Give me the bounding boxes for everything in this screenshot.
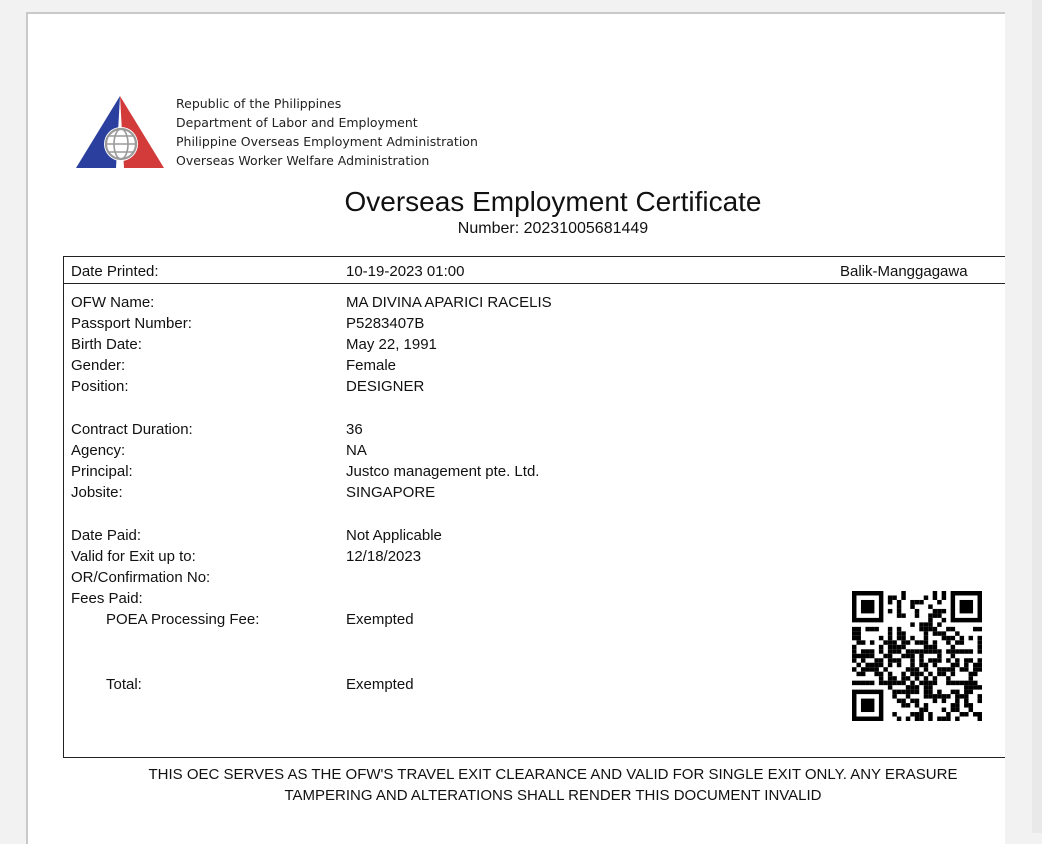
poea-logo-icon xyxy=(76,96,164,168)
agency-header xyxy=(176,94,478,170)
field-value: DESIGNER xyxy=(346,378,425,395)
number-value: 20231005681449 xyxy=(523,220,649,237)
field-label: Agency: xyxy=(71,442,126,459)
scrollbar[interactable] xyxy=(1032,0,1042,833)
field-value: Justco management pte. Ltd. xyxy=(346,463,540,480)
field-value: Not Applicable xyxy=(346,527,442,544)
field-label: Birth Date: xyxy=(71,336,142,353)
agency-line: Republic of the Philippines xyxy=(176,96,342,111)
field-value: SINGAPORE xyxy=(346,484,436,501)
field-label: Fees Paid: xyxy=(71,590,143,607)
field-label: Position: xyxy=(71,378,129,395)
worker-category: Balik-Manggagawa xyxy=(840,263,968,280)
total-label: Total: xyxy=(106,676,142,693)
date-printed-label: Date Printed: xyxy=(71,263,159,280)
field-label: Date Paid: xyxy=(71,527,142,544)
date-printed-value: 10-19-2023 01:00 xyxy=(346,263,465,280)
certificate-page xyxy=(26,12,1005,844)
field-value: 36 xyxy=(346,421,363,438)
field-value: May 22, 1991 xyxy=(346,336,437,353)
field-value: NA xyxy=(346,442,367,459)
field-value: 12/18/2023 xyxy=(346,548,422,565)
field-label: OR/Confirmation No: xyxy=(71,569,211,586)
total-value: Exempted xyxy=(346,676,414,693)
field-label: Jobsite: xyxy=(71,484,123,501)
print-info-row xyxy=(64,257,1005,284)
notice-line: TAMPERING AND ALTERATIONS SHALL RENDER THIS DOCUMENT INVALID xyxy=(284,787,822,804)
agency-line: Department of Labor and Employment xyxy=(176,115,418,130)
field-value: MA DIVINA APARICI RACELIS xyxy=(346,294,552,311)
notice-line: THIS OEC SERVES AS THE OFW'S TRAVEL EXIT CLEARANCE AND VALID FOR SINGLE EXIT ONLY. ANY ERASURE xyxy=(148,766,958,783)
certificate-number xyxy=(28,220,1005,238)
field-label: Principal: xyxy=(71,463,133,480)
field-label: Contract Duration: xyxy=(71,421,193,438)
field-label: OFW Name: xyxy=(71,294,155,311)
certificate-title: Overseas Employment Certificate xyxy=(344,186,762,217)
details-box xyxy=(63,256,1005,758)
processing-fee-value: Exempted xyxy=(346,611,414,628)
number-label: Number: xyxy=(457,220,520,237)
agency-line: Overseas Worker Welfare Administration xyxy=(176,153,430,168)
field-label: Valid for Exit up to: xyxy=(71,548,196,565)
validity-notice xyxy=(28,764,1005,806)
agency-line: Philippine Overseas Employment Administration xyxy=(176,134,478,149)
field-value: Female xyxy=(346,357,397,374)
qr-code-icon xyxy=(852,591,982,721)
field-value: P5283407B xyxy=(346,315,425,332)
processing-fee-label: POEA Processing Fee: xyxy=(106,611,260,628)
field-label: Gender: xyxy=(71,357,126,374)
field-label: Passport Number: xyxy=(71,315,192,332)
